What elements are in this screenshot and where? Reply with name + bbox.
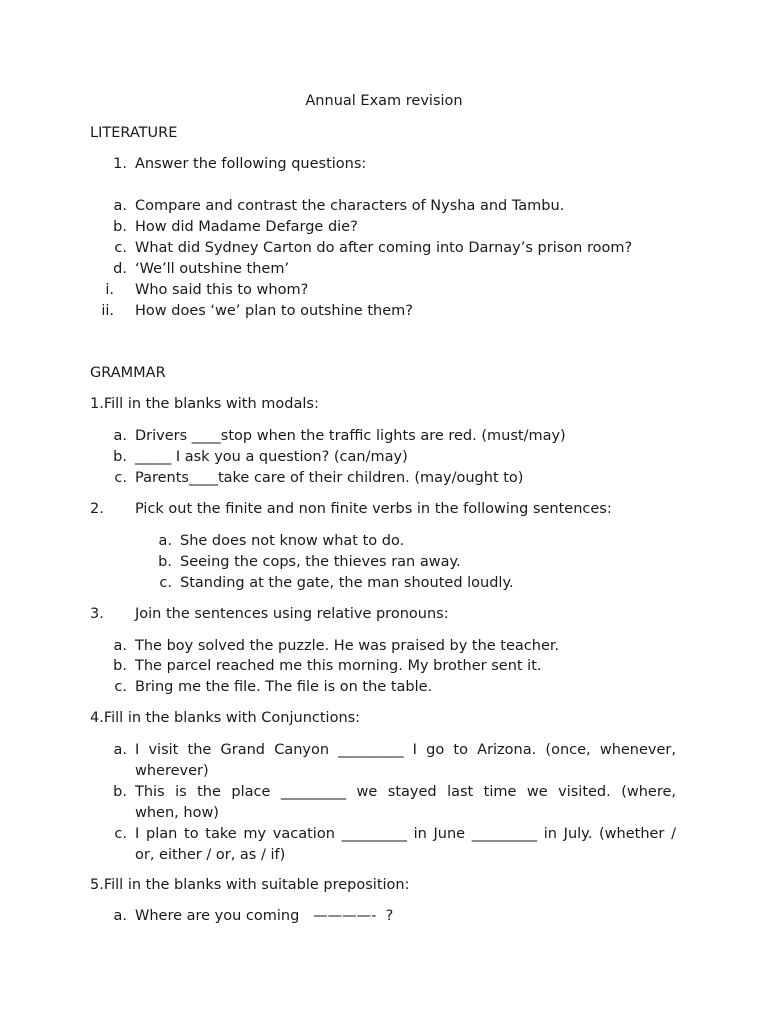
list-item-line: I visit the Grand Canyon _________ I go to Arizona. (once, whenever, <box>135 742 676 758</box>
sub-item-label: ii. <box>101 303 114 319</box>
list-item-label: a. <box>113 742 127 758</box>
list-item-line: or, either / or, as / if) <box>135 847 286 863</box>
list-item-label: d. <box>113 261 127 277</box>
list-item-label: a. <box>113 908 127 924</box>
list-item-text: The boy solved the puzzle. He was praised by the teacher. <box>135 638 560 654</box>
list-item-text: _____ I ask you a question? (can/may) <box>135 449 408 465</box>
list-item-text: What did Sydney Carton do after coming into Darnay’s prison room? <box>135 240 633 256</box>
list-item-label: a. <box>113 198 127 214</box>
list-item-text: Parents____take care of their children. (may/ought to) <box>135 470 524 486</box>
list-item-text <box>135 741 676 783</box>
list-item-line: when, how) <box>135 805 219 821</box>
list-item-text: Standing at the gate, the man shouted loudly. <box>180 575 514 591</box>
question-text: Join the sentences using relative pronouns: <box>135 606 449 622</box>
grammar-heading: GRAMMAR <box>90 365 166 381</box>
list-item-text: Drivers ____stop when the traffic lights are red. (must/may) <box>135 428 566 444</box>
list-item-label: b. <box>113 219 127 235</box>
list-item-label: c. <box>114 826 127 842</box>
sub-item-label: i. <box>105 282 114 298</box>
list-item-text: The parcel reached me this morning. My brother sent it. <box>135 658 542 674</box>
list-item-text <box>135 783 676 825</box>
list-item-label: b. <box>113 658 127 674</box>
sub-item-text: How does ‘we’ plan to outshine them? <box>135 303 413 319</box>
question-number: 3. <box>90 606 104 622</box>
list-item-text: Bring me the file. The file is on the table. <box>135 679 433 695</box>
list-item-text: How did Madame Defarge die? <box>135 219 358 235</box>
list-item-label: b. <box>158 554 172 570</box>
list-item-label: b. <box>113 449 127 465</box>
list-item-text <box>135 825 676 867</box>
question-number: 1. <box>113 156 127 172</box>
list-item-label: a. <box>113 638 127 654</box>
question-number: 2. <box>90 501 104 517</box>
question-text: Answer the following questions: <box>135 156 367 172</box>
list-item-line: This is the place _________ we stayed last time we visited. (where, <box>135 784 676 800</box>
literature-heading: LITERATURE <box>90 125 178 141</box>
list-item-text: She does not know what to do. <box>180 533 405 549</box>
list-item-line: wherever) <box>135 763 209 779</box>
list-item-text: Compare and contrast the characters of Nysha and Tambu. <box>135 198 565 214</box>
list-item-text: Where are you coming ————- ? <box>135 908 394 924</box>
document-title: Annual Exam revision <box>305 93 463 109</box>
list-item-text: Seeing the cops, the thieves ran away. <box>180 554 461 570</box>
list-item-label: c. <box>114 470 127 486</box>
list-item-label: a. <box>158 533 172 549</box>
list-item-label: c. <box>159 575 172 591</box>
sub-item-text: Who said this to whom? <box>135 282 309 298</box>
list-item-line: I plan to take my vacation _________ in June _________ in July. (whether / <box>135 826 676 842</box>
list-item-label: a. <box>113 428 127 444</box>
question-text: Pick out the finite and non finite verbs in the following sentences: <box>135 501 612 517</box>
question-text: 4.Fill in the blanks with Conjunctions: <box>90 710 361 726</box>
list-item-label: c. <box>114 240 127 256</box>
list-item-label: c. <box>114 679 127 695</box>
question-text: 5.Fill in the blanks with suitable preposition: <box>90 877 410 893</box>
list-item-text: ‘We’ll outshine them’ <box>135 261 290 277</box>
question-text: 1.Fill in the blanks with modals: <box>90 396 319 412</box>
list-item-label: b. <box>113 784 127 800</box>
